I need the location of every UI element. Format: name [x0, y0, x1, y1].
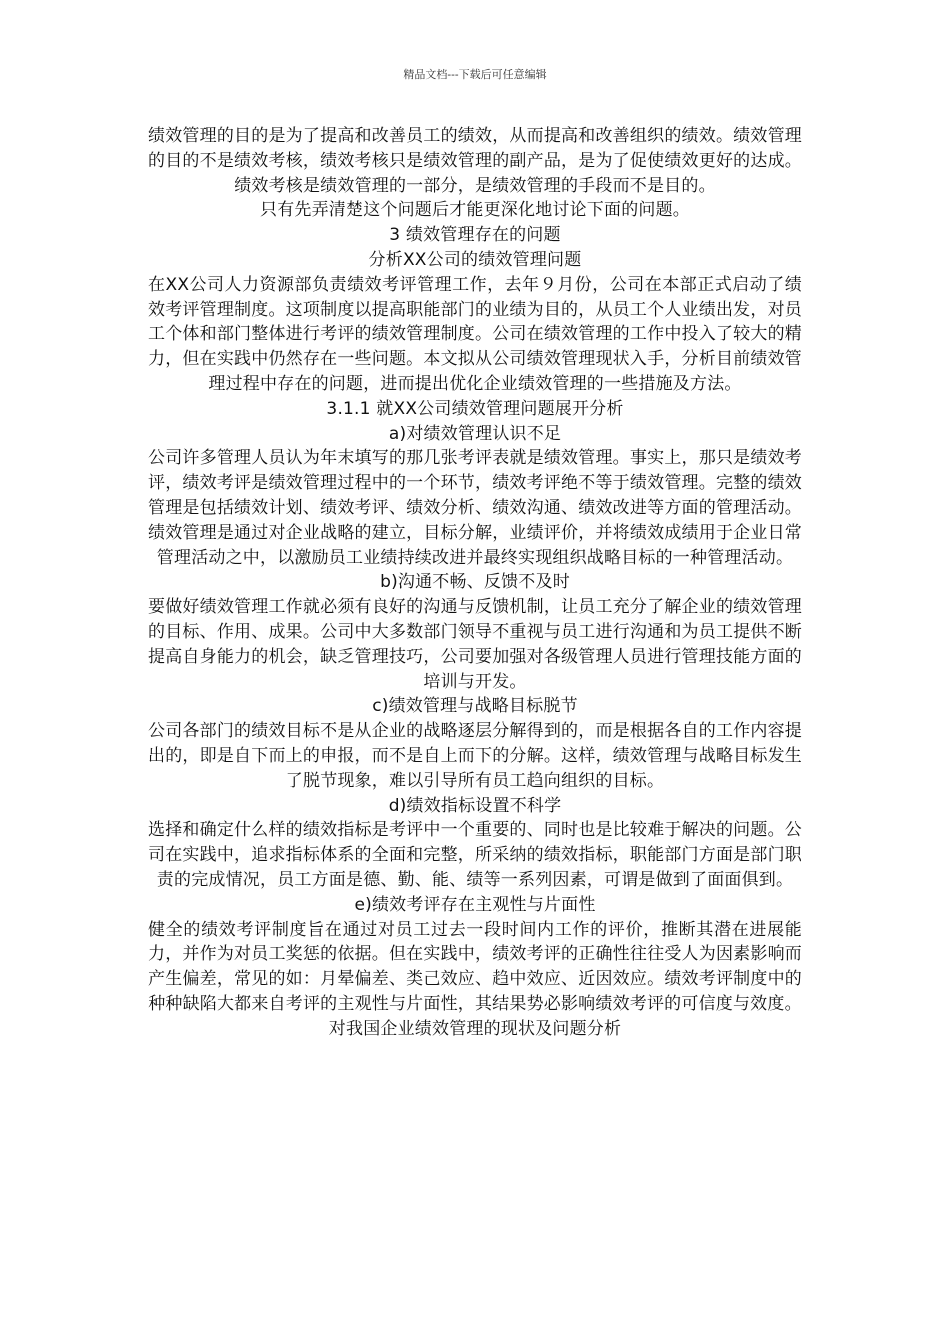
- paragraph-transition: 只有先弄清楚这个问题后才能更深化地讨论下面的问题。: [260, 200, 690, 221]
- closing-heading: 对我国企业绩效管理的现状及问题分析: [328, 1018, 622, 1039]
- section-heading: 3 绩效管理存在的问题: [389, 225, 561, 246]
- paragraph-a: 公司许多管理人员认为年末填写的那几张考评表就是绩效管理。事实上，那只是绩效考评，绩效考评是绩效管理过程中的一个环节，绩效考评绝不等于绩效管理。完整的绩效管理是包括绩效计划、绩效考评、绩效分析、绩效沟通、绩效改进等方面的管理活动。绩效管理是通过对企业战略的建立，目标分解，业绩评价，并将绩效成绩用于企业日常管理活动之中，以激励员工业绩持续改进并最终实现组织战略目标的一种管理活动。: [148, 448, 802, 568]
- item-heading-d: d)绩效指标设置不科学: [388, 795, 562, 816]
- subsection-heading: 分析XX公司的绩效管理问题: [368, 249, 582, 270]
- subsection-heading-3-1-1: 3.1.1 就XX公司绩效管理问题展开分析: [326, 398, 624, 419]
- paragraph-purpose: 绩效管理的目的是为了提高和改善员工的绩效，从而提高和改善组织的绩效。绩效管理的目的不是绩效考核，绩效考核只是绩效管理的副产品，是为了促使绩效更好的达成。绩效考核是绩效管理的一部分，是绩效管理的手段而不是目的。: [148, 126, 802, 196]
- page-header: 精品文档---下载后可任意编辑: [403, 68, 547, 81]
- paragraph-company-intro: 在XX公司人力资源部负责绩效考评管理工作，去年９月份，公司在本部正式启动了绩效考评管理制度。这项制度以提高职能部门的业绩为目的，从员工个人业绩出发，对员工个体和部门整体进行考评的绩效管理制度。公司在绩效管理的工作中投入了较大的精力，但在实践中仍然存在一些问题。本文拟从公司绩效管理现状入手，分析目前绩效管理过程中存在的问题，进而提出优化企业绩效管理的一些措施及方法。: [148, 274, 802, 394]
- paragraph-e: 健全的绩效考评制度旨在通过对员工过去一段时间内工作的评价，推断其潜在进展能力，并作为对员工奖惩的依据。但在实践中，绩效考评的正确性往往受人为因素影响而产生偏差，常见的如：月晕偏差、类己效应、趋中效应、近因效应。绩效考评制度中的种种缺陷大都来自考评的主观性与片面性，其结果势必影响绩效考评的可信度与效度。: [148, 919, 802, 1014]
- item-heading-c: c)绩效管理与战略目标脱节: [372, 696, 578, 717]
- item-heading-e: e)绩效考评存在主观性与片面性: [354, 894, 596, 915]
- document-body: [148, 124, 802, 1041]
- paragraph-d: 选择和确定什么样的绩效指标是考评中一个重要的、同时也是比较难于解决的问题。公司在实践中，追求指标体系的全面和完整，所采纳的绩效指标，职能部门方面是部门职责的完成情况，员工方面是德、勤、能、绩等一系列因素，可谓是做到了面面俱到。: [148, 820, 802, 890]
- paragraph-b: 要做好绩效管理工作就必须有良好的沟通与反馈机制，让员工充分了解企业的绩效管理的目标、作用、成果。公司中大多数部门领导不重视与员工进行沟通和为员工提供不断提高自身能力的机会，缺乏管理技巧，公司要加强对各级管理人员进行管理技能方面的培训与开发。: [148, 597, 802, 692]
- paragraph-c: 公司各部门的绩效目标不是从企业的战略逐层分解得到的，而是根据各自的工作内容提出的，即是自下而上的申报，而不是自上而下的分解。这样，绩效管理与战略目标发生了脱节现象，难以引导所有员工趋向组织的目标。: [148, 721, 802, 791]
- item-heading-b: b)沟通不畅、反馈不及时: [380, 572, 570, 593]
- item-heading-a: a)对绩效管理认识不足: [388, 423, 562, 444]
